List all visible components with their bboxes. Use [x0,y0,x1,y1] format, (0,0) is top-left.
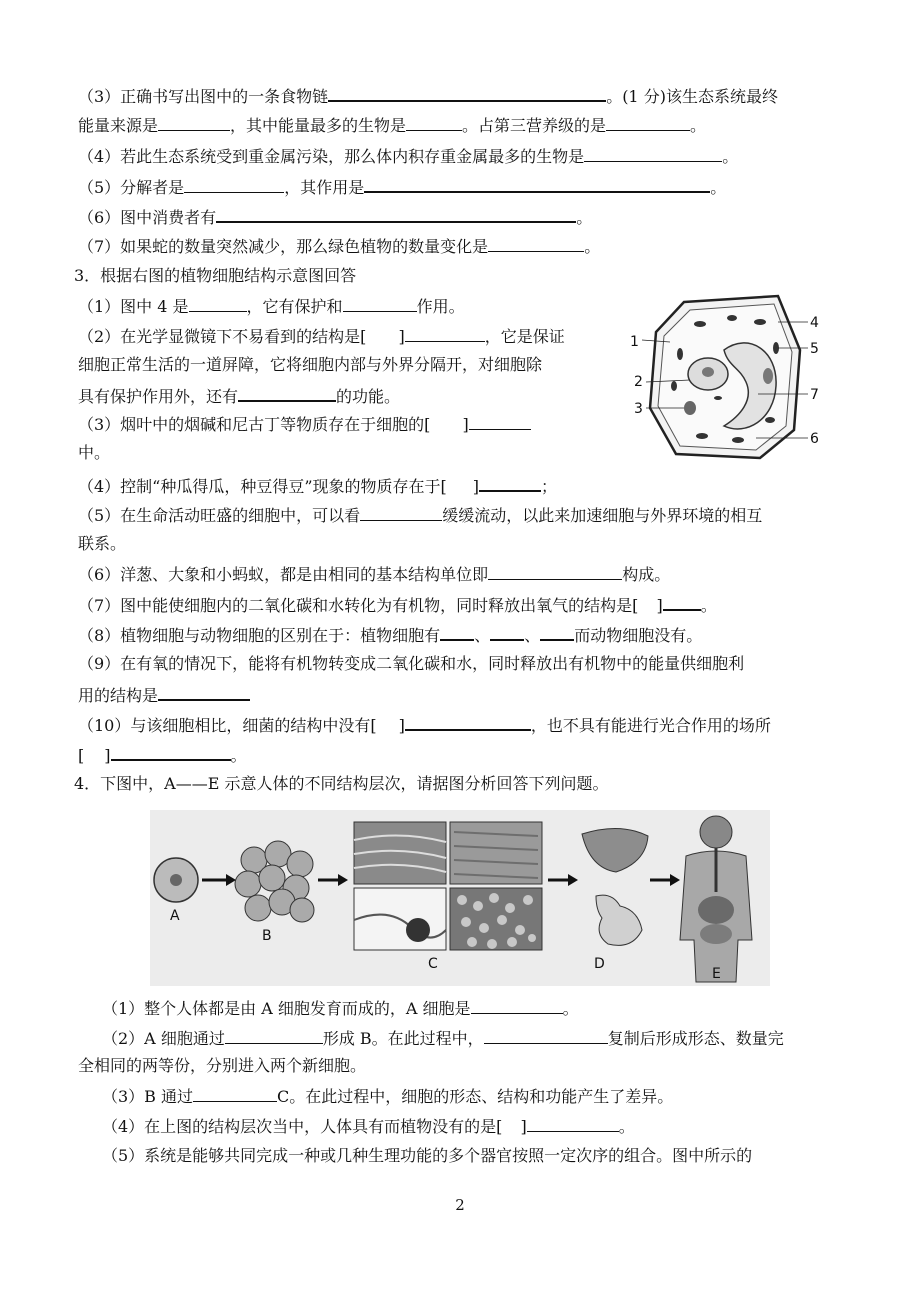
blank-heavy-metal[interactable] [584,145,722,162]
q2-line-5: （5）分解者是 ，其作用是 。 [78,175,726,197]
blank-support[interactable] [343,295,417,312]
blank-system-level[interactable] [527,1115,619,1132]
q4-line-2: （2）A 细胞通过 形成 B。在此过程中， 复制后形成形态、数量完 [102,1029,784,1048]
page-number: 2 [455,1196,465,1214]
q4-line-1: （1）整个人体都是由 A 细胞发育而成的，A 细胞是 。 [102,999,579,1018]
q3-line-10: （10）与该细胞相比，细菌的结构中没有[ ] ，也不具有能进行光合作用的场所 [78,713,771,735]
q3-title: 3．根据右图的植物细胞结构示意图回答 [74,266,357,285]
blank-third-level[interactable] [606,114,690,131]
blank-membrane-function[interactable] [238,384,336,402]
blank-fertilized-egg[interactable] [471,997,563,1014]
q3-line-9: （9）在有氧的情况下，能将有机物转变成二氧化碳和水，同时释放出有机物中的能量供细胞利 [78,654,745,673]
q3-line-2c: 具有保护作用外，还有 的功能。 [78,384,400,406]
blank-genetic-material[interactable] [479,474,541,492]
blank-invisible-structure[interactable] [405,325,485,342]
cell-label-3: 3 [634,401,643,417]
q4-line-4: （4）在上图的结构层次当中，人体具有而植物没有的是[ ] 。 [102,1117,635,1136]
q3-line-3b: 中。 [78,443,111,462]
q2-line-3a: （3）正确书写出图中的一条食物链 。(1 分)该生态系统最终 [78,84,778,106]
blank-mitochondria[interactable] [158,683,250,701]
q4-line-5: （5）系统是能够共同完成一种或几种生理功能的多个器官按照一定次序的组合。图中所示的 [102,1146,753,1165]
blank-difference-2[interactable] [490,623,524,641]
blank-energy-source[interactable] [158,114,230,131]
blank-decomposer-role[interactable] [364,175,710,193]
stage-label-a: A [170,908,180,924]
q3-line-1: （1）图中 4 是 ，它有保护和 作用。 [78,297,465,316]
blank-vacuole[interactable] [469,413,531,430]
blank-differentiation[interactable] [193,1085,277,1102]
blank-decomposer[interactable] [184,176,284,193]
q3-line-9b: 用的结构是 [78,683,250,705]
q3-line-3: （3）烟叶中的烟碱和尼古丁等物质存在于细胞的[ ] [78,413,531,435]
blank-consumers[interactable] [216,205,576,223]
blank-difference-3[interactable] [540,623,574,641]
blank-photosynthesis-site[interactable] [111,743,231,761]
cell-label-4: 4 [810,315,819,331]
blank-cell-division[interactable] [225,1027,323,1044]
q4-line-2b: 全相同的两等份，分别进入两个新细胞。 [78,1056,367,1075]
q2-line-6: （6）图中消费者有 。 [78,205,592,227]
q4-line-3: （3）B 通过 C。在此过程中，细胞的形态、结构和功能产生了差异。 [102,1087,674,1106]
blank-chloroplast[interactable] [663,593,701,611]
q3-line-2b: 细胞正常生活的一道屏障，它将细胞内部与外界分隔开，对细胞除 [78,355,543,374]
q3-line-5b: 联系。 [78,534,127,553]
blank-basic-unit[interactable] [488,563,622,580]
q3-line-6: （6）洋葱、大象和小蚂蚁，都是由相同的基本结构单位即 构成。 [78,565,671,584]
q3-line-10b: [ ] 。 [78,743,247,765]
blank-chromosome[interactable] [484,1027,608,1044]
blank-cytoplasm[interactable] [360,504,442,521]
blank-plant-change[interactable] [488,235,584,252]
q4-title: 4．下图中，A——E 示意人体的不同结构层次，请据图分析回答下列问题。 [74,774,609,793]
cell-label-7: 7 [810,387,819,403]
stage-a-cell [154,858,198,902]
q3-line-8: （8）植物细胞与动物细胞的区别在于：植物细胞有 、 、 而动物细胞没有。 [78,623,702,645]
cell-label-6: 6 [810,431,819,447]
stage-b-cells [235,841,314,922]
blank-food-chain[interactable] [328,84,606,102]
cell-label-2: 2 [634,374,643,390]
q3-line-5: （5）在生命活动旺盛的细胞中，可以看 缓缓流动，以此来加速细胞与外界环境的相互 [78,506,763,525]
blank-bacteria-nucleus[interactable] [405,713,531,731]
blank-structure-4[interactable] [189,295,247,312]
q3-line-2: （2）在光学显微镜下不易看到的结构是[ ] ，它是保证 [78,327,565,346]
stage-label-d: D [594,956,605,972]
stage-label-b: B [262,928,272,944]
stage-label-e: E [712,966,721,982]
blank-most-energy[interactable] [406,114,462,131]
cell-label-1: 1 [630,334,639,350]
q2-line-7: （7）如果蛇的数量突然减少，那么绿色植物的数量变化是 。 [78,237,601,256]
body-levels-figure [150,810,770,986]
blank-difference-1[interactable] [440,623,474,641]
q3-line-4: （4）控制“种瓜得瓜，种豆得豆”现象的物质存在于[ ] ； [78,474,557,496]
q2-line-3b: 能量来源是 ，其中能量最多的生物是 。占第三营养级的是 。 [78,116,707,135]
q2-line-4: （4）若此生态系统受到重金属污染，那么体内积存重金属最多的生物是 。 [78,147,739,166]
cell-label-5: 5 [810,341,819,357]
nucleolus [702,367,714,377]
stage-label-c: C [428,956,438,972]
plant-cell-figure [628,290,828,468]
q3-line-7: （7）图中能使细胞内的二氧化碳和水转化为有机物，同时释放出氧气的结构是[ ] 。 [78,593,717,615]
